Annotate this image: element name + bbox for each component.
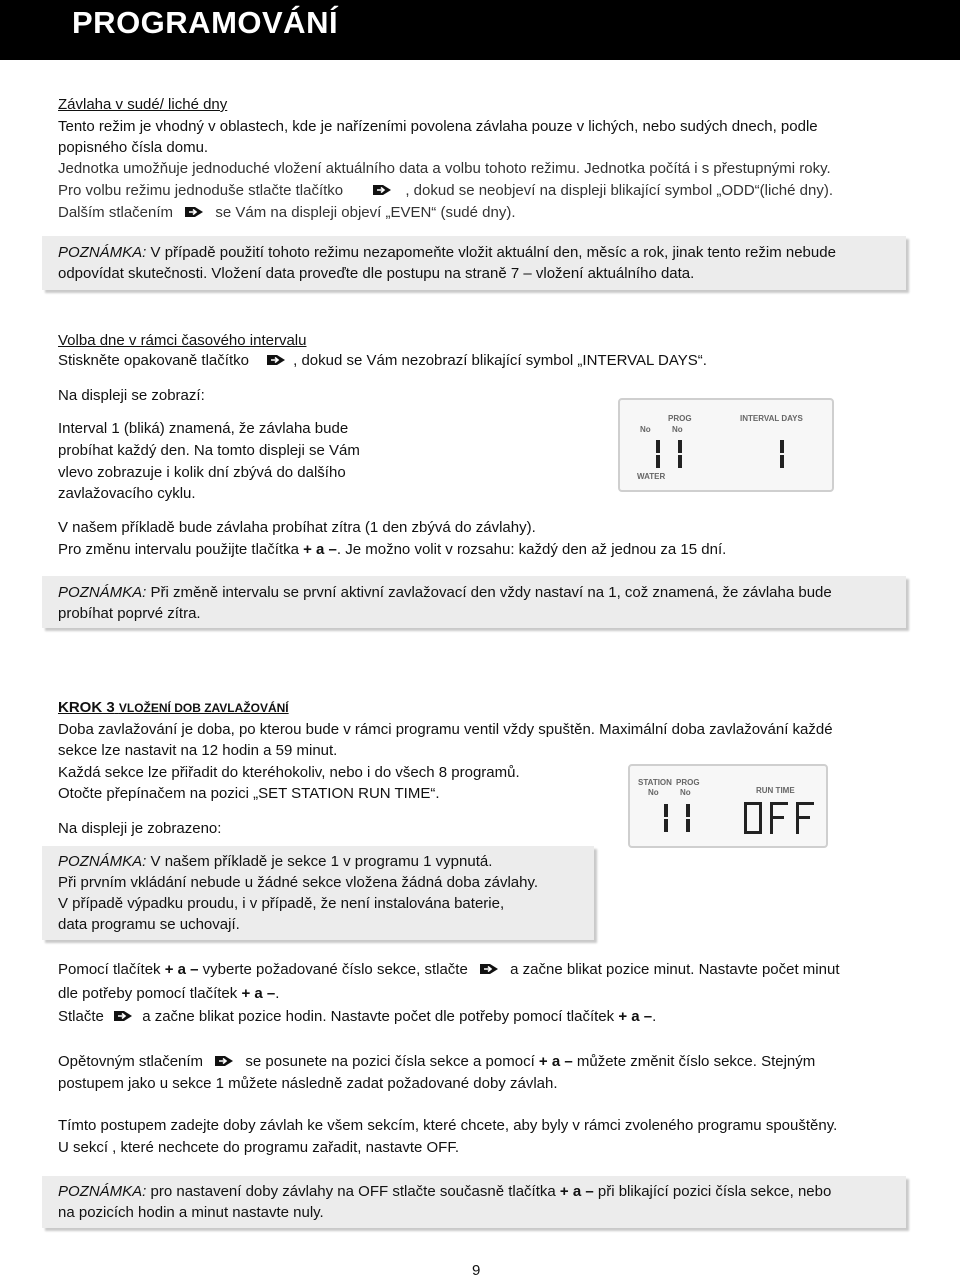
step3-m-line-1 [58,959,840,980]
plus-minus-keys: + a – [241,985,276,1002]
lcd-station-label: STATION [638,778,672,787]
interval-para-3: vlevo zobrazuje i kolik dní zbývá do dalšího [58,464,346,481]
step3-heading-title: VLOŽENÍ DOB ZAVLAŽOVÁNÍ [118,701,289,715]
interval-line-4 [58,539,726,560]
note-line-2: na pozicích hodin a minut nastavte nuly. [58,1204,324,1221]
interval-line-4a: Pro změnu intervalu použijte tlačítka [58,541,304,558]
arrow-button-icon [478,962,500,976]
lcd-prog-label: PROG [676,778,700,787]
step3-line-5: Na displeji je zobrazeno: [58,820,222,837]
step3-m-line-2 [58,983,279,1004]
note-label: POZNÁMKA: [58,853,147,870]
even-odd-heading: Závlaha v sudé/ liché dny [58,96,228,113]
text: Pomocí tlačítek [58,961,165,978]
even-odd-line-3: Jednotka umožňuje jednoduché vložení aktuálního data a volbu tohoto režimu. Jednotka počítá i s přestupnými roky. [58,160,831,177]
text: dle potřeby pomocí tlačítek [58,985,242,1002]
note-text: pro nastavení doby závlahy na OFF stlačte současně tlačítka [146,1183,560,1200]
plus-minus-keys: + a – [303,541,337,558]
note-line-1 [58,1181,831,1202]
interval-line-1a: Stiskněte opakovaně tlačítko [58,352,249,369]
step3-heading [58,697,289,719]
note-line-2: odpovídat skutečnosti. Vložení data proveďte dle postupu na straně 7 – vložení aktuálního data. [58,265,695,282]
lcd-prog-label: PROG [668,414,692,423]
page-title: PROGRAMOVÁNÍ [72,5,339,40]
note-line-4: data programu se uchovají. [58,916,240,933]
step3-line-2: sekce lze nastavit na 12 hodin a 59 minut. [58,742,338,759]
page-number: 9 [472,1262,481,1279]
text: se posunete na pozici čísla sekce a pomocí [245,1053,539,1070]
note-label: POZNÁMKA: [58,584,147,601]
step3-line-3: Každá sekce lze přiřadit do kteréhokoliv, nebo i do všech 8 programů. [58,764,520,781]
interval-line-4c: . Je možno volit v rozsahu: každý den až jednou za 15 dní. [336,541,727,558]
even-odd-line-5 [58,202,516,223]
lcd-display-interval [618,398,834,492]
note-label: POZNÁMKA: [58,244,147,261]
note-box-interval [42,576,906,628]
note-line-1 [58,242,836,263]
arrow-button-icon [213,1054,235,1068]
text: . [275,985,280,1002]
lcd-water-label: WATER [637,472,666,481]
lcd-no-label: No [640,425,651,434]
plus-minus-keys: + a – [164,961,199,978]
lcd-digit-right [770,438,800,470]
note-box-off [42,1176,906,1228]
lcd-digits-left [642,438,702,470]
interval-para-4: zavlažovacího cyklu. [58,485,196,502]
note-line-3: V případě výpadku proudu, i v případě, že není instalována baterie, [58,895,505,912]
text: Opětovným stlačením [58,1053,204,1070]
even-odd-line-5a: Dalším stlačením [58,204,174,221]
text: můžete změnit číslo sekce. Stejným [572,1053,816,1070]
lcd-display-runtime [628,764,828,848]
step3-line-4: Otočte přepínačem na pozici „SET STATION RUN TIME“. [58,785,440,802]
lcd-run-time-label: RUN TIME [756,786,795,795]
note-line-2: Při prvním vkládání nebude u žádné sekce vložena žádná doba závlahy. [58,874,539,891]
even-odd-line-2: popisného čísla domu. [58,139,209,156]
note-box-step3 [42,846,594,940]
note-label: POZNÁMKA: [58,1183,147,1200]
even-odd-line-5b: se Vám na displeji objeví „EVEN“ (sudé dny). [215,204,516,221]
lcd-no-label: No [648,788,659,797]
arrow-button-icon [371,183,393,197]
note-text: Při změně intervalu se první aktivní zavlažovací den vždy nastaví na 1, což znamená, že závlaha bude [146,584,832,601]
interval-line-1b: , dokud se Vám nezobrazí blikající symbol „INTERVAL DAYS“. [293,352,707,369]
page-header [0,0,960,60]
interval-para-2: probíhat každý den. Na tomto displeji se Vám [58,442,360,459]
lcd-digits-left [652,802,712,834]
interval-line-1 [58,350,707,371]
step3-line-1: Doba zavlažování je doba, po kterou bude v rámci programu ventil vždy spuštěn. Maximální doba zavlažování každé [58,721,833,738]
step3-t-line-2: U sekcí , které nechcete do programu zařadit, nastavte OFF. [58,1139,460,1156]
text: . [652,1008,657,1025]
step3-m-line-3 [58,1006,656,1027]
even-odd-line-1: Tento režim je vhodný v oblastech, kde je nařízeními povolena závlaha pouze v lichých, nebo sudých dnech, podle [58,118,818,135]
lcd-off-segments [742,800,818,836]
note-line-2: probíhat poprvé zítra. [58,605,201,622]
even-odd-line-4a: Pro volbu režimu jednoduše stlačte tlačítko [58,182,344,199]
plus-minus-keys: + a – [538,1053,573,1070]
note-line-1 [58,582,832,603]
interval-heading: Volba dne v rámci časového intervalu [58,332,307,349]
text: Stlačte [58,1008,104,1025]
step3-o-line-1 [58,1051,815,1072]
text: a začne blikat pozice hodin. Nastavte počet dle potřeby pomocí tlačítek [142,1008,619,1025]
lcd-no-label: No [672,425,683,434]
lcd-interval-days-label: INTERVAL DAYS [740,414,803,423]
interval-line-2: Na displeji se zobrazí: [58,387,205,404]
note-text: V našem příkladě je sekce 1 v programu 1 vypnutá. [146,853,493,870]
note-line-1 [58,851,538,872]
text: vyberte požadované číslo sekce, stlačte [198,961,468,978]
text: a začne blikat pozice minut. Nastavte počet minut [510,961,840,978]
note-text: při blikající pozici čísla sekce, nebo [593,1183,832,1200]
even-odd-line-4 [58,180,833,201]
arrow-button-icon [265,353,287,367]
even-odd-line-4b: , dokud se neobjeví na displeji blikající symbol „ODD“(liché dny). [405,182,834,199]
lcd-no-label: No [680,788,691,797]
interval-para-1: Interval 1 (bliká) znamená, že závlaha bude [58,420,349,437]
plus-minus-keys: + a – [618,1008,653,1025]
interval-line-3: V našem příkladě bude závlaha probíhat zítra (1 den zbývá do závlahy). [58,519,536,536]
step3-t-line-1: Tímto postupem zadejte doby závlah ke všem sekcím, které chcete, aby byly v rámci zvoleného programu spouštěny. [58,1117,838,1134]
step3-heading-krok: KROK 3 [58,699,115,716]
note-box-even-odd [42,236,906,290]
step3-o-line-2: postupem jako u sekce 1 můžete následně zadat požadované doby závlah. [58,1075,558,1092]
note-text: V případě použití tohoto režimu nezapomeňte vložit aktuální den, měsíc a rok, jinak tento režim nebude [146,244,836,261]
arrow-button-icon [183,205,205,219]
plus-minus-keys: + a – [559,1183,594,1200]
arrow-button-icon [112,1009,134,1023]
